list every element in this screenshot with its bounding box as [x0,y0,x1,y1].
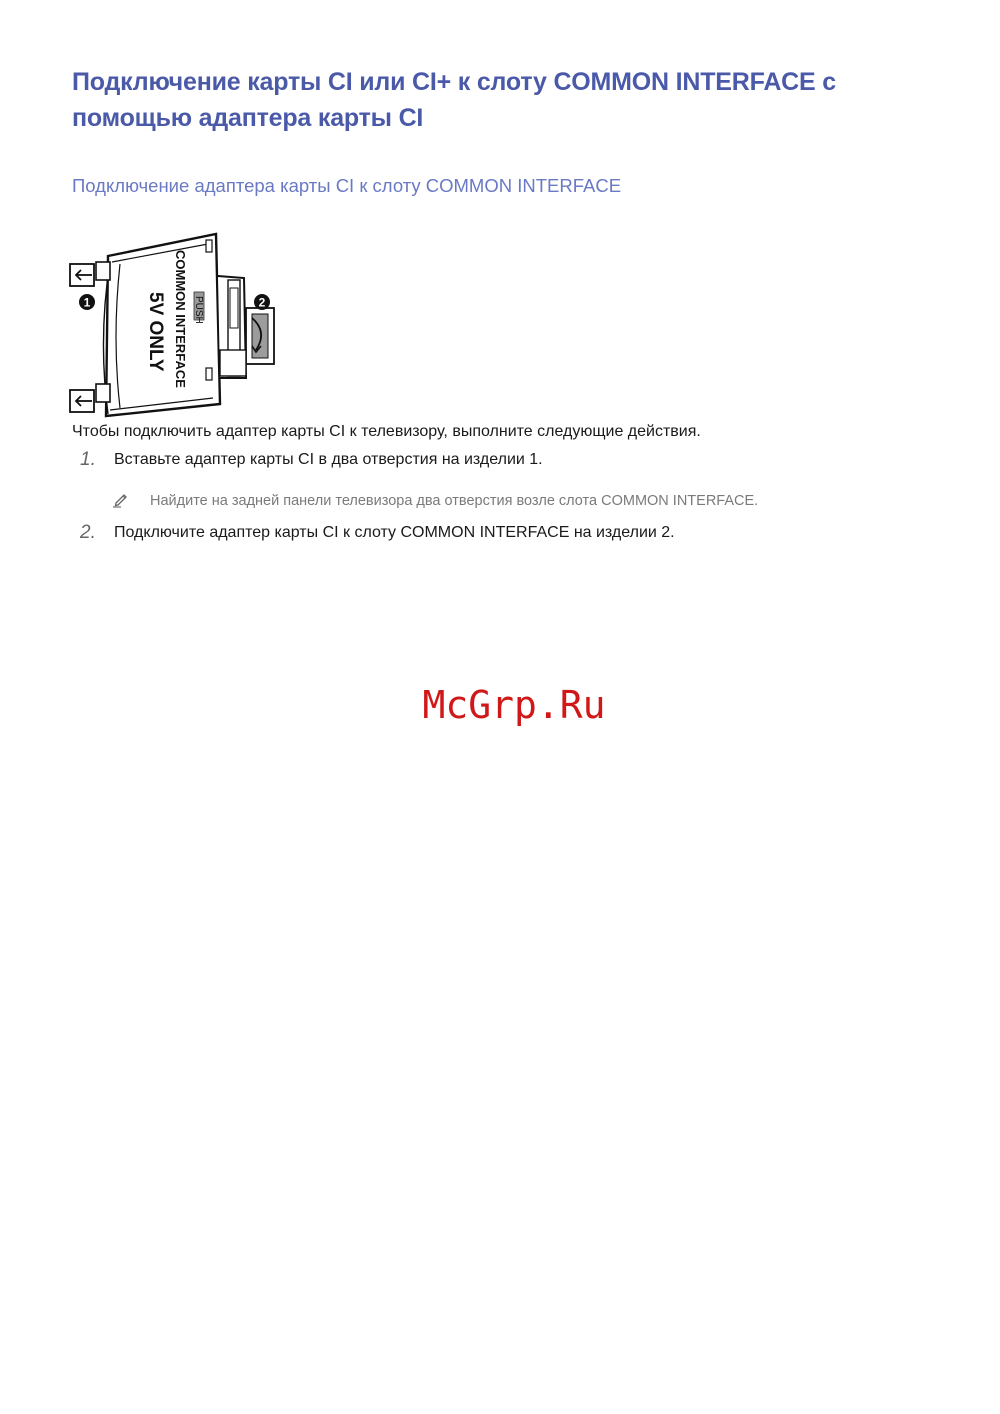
ci-adapter-illustration [68,228,290,420]
note-text: Найдите на задней панели телевизора два отверстия возле слота COMMON INTERFACE. [150,493,759,509]
step-2-text: Подключите адаптер карты CI к слоту COMMON INTERFACE на изделии 2. [114,524,675,541]
callout-2-number: 2 [258,295,266,310]
pencil-icon [112,490,130,508]
callout-1 [79,294,95,310]
step-1-number: 1. [80,449,96,470]
page-title: Подключение карты CI или CI+ к слоту COMMON INTERFACE с помощью адаптера карты CI [72,68,836,132]
step-2-number: 2. [80,522,96,543]
intro-text: Чтобы подключить адаптер карты CI к телевизору, выполните следующие действия. [72,423,701,440]
voltage-label: 5V ONLY [145,292,166,372]
step-1-text: Вставьте адаптер карты CI в два отверстия на изделии 1. [114,451,543,468]
arrow-left-icon [70,390,94,412]
callout-1-number: 1 [83,295,91,310]
watermark: McGrp.Ru [422,683,606,727]
arrow-left-icon [70,264,94,286]
common-interface-label: COMMON INTERFACE [173,250,188,388]
push-label: PUSH [193,296,204,324]
section-title: Подключение адаптера карты CI к слоту COMMON INTERFACE [72,175,622,196]
note [112,490,952,514]
callout-2 [254,294,270,310]
